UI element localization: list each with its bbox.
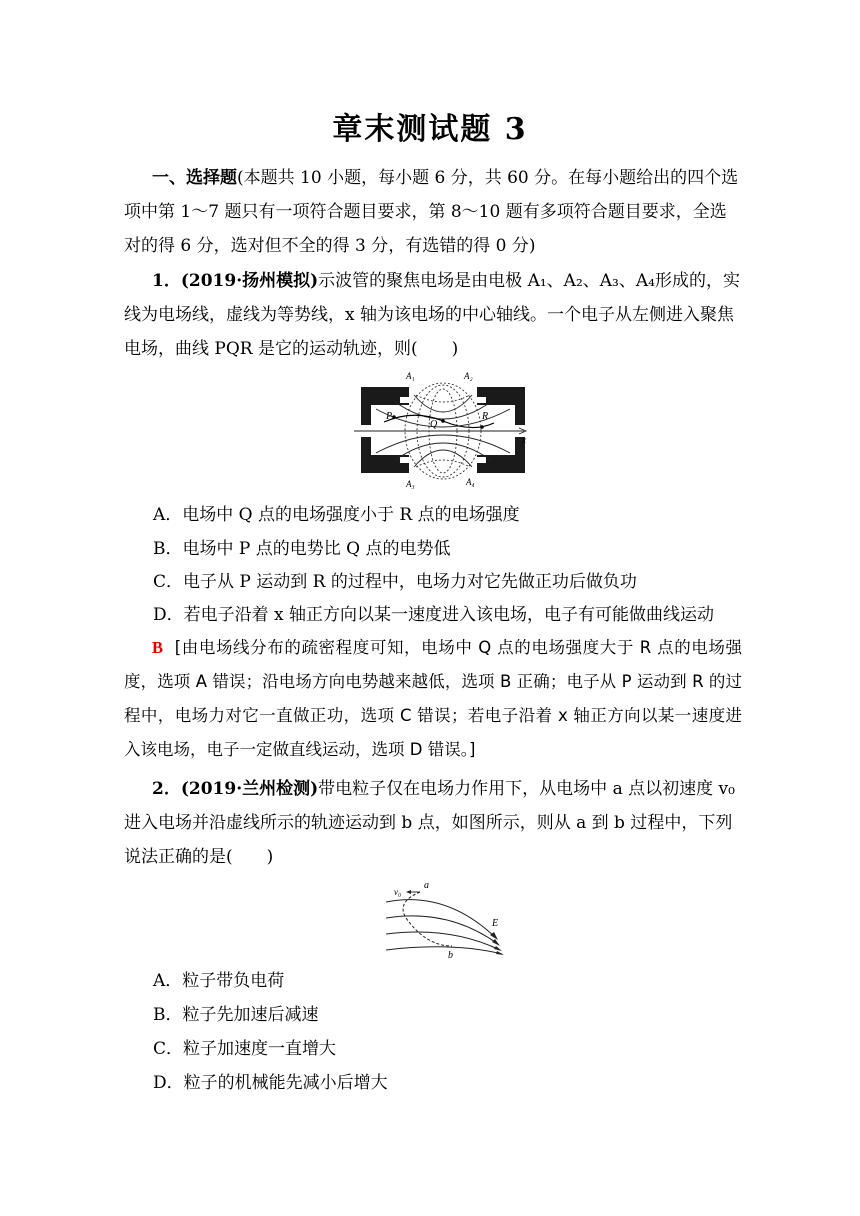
section-description: (本题共 10 小题，每小题 6 分，共 60 分。在每小题给出的四个选项中第 1～7 题只有一项符合题目要求，第 8～10 题有多项符合题目要求，全选对的得 6 分，选对但不全的得 3 分，有选错的得 0 分) bbox=[124, 168, 739, 256]
label-a4: A₄ bbox=[466, 477, 475, 487]
label-a: a bbox=[424, 880, 429, 891]
field-lines bbox=[386, 900, 502, 954]
question-2-stem: 带电粒子仅在电场力作用下，从电场中 a 点以初速度 v₀进入电场并沿虚线所示的轨迹运动到 b 点，如图所示，则从 a 到 b 过程中，下列说法正确的是( ) bbox=[124, 779, 735, 867]
question-1-stem: 示波管的聚焦电场是由电极 A₁、A₂、A₃、A₄形成的，实线为电场线，虚线为等势线，x 轴为该电场的中心轴线。一个电子从左侧进入聚焦电场，曲线 PQR 是它的运动轨迹，则( ) bbox=[124, 271, 740, 359]
label-b: b bbox=[448, 950, 453, 961]
label-x: x bbox=[522, 435, 526, 445]
focusing-field-figure bbox=[354, 367, 532, 491]
question-1-number: 1． bbox=[152, 271, 181, 291]
q2-option-c: C．粒子加速度一直增大 bbox=[153, 1039, 337, 1059]
q2-option-b: B．粒子先加速后减速 bbox=[153, 1005, 319, 1025]
q1-option-d: D．若电子沿着 x 轴正方向以某一速度进入该电场，电子有可能做曲线运动 bbox=[153, 605, 715, 625]
q1-answer-text: [由电场线分布的疏密程度可知，电场中 Q 点的电场强度大于 R 点的电场强度，选项 A 错误；沿电场方向电势越来越低，选项 B 正确；电子从 P 运动到 R 的过程中，电场力对它一直做正功，选项 C 错误；若电子沿着 x 轴正方向以某一速度进入该电场，电子一定做直线运动，选项 D 错误。] bbox=[124, 638, 742, 759]
label-p: P bbox=[386, 411, 393, 422]
section-heading: 一、选择题 bbox=[152, 168, 237, 188]
particle-trajectory-figure bbox=[386, 880, 512, 962]
question-1 bbox=[124, 264, 742, 366]
question-2 bbox=[124, 772, 742, 874]
q1-option-b: B．电场中 P 点的电势比 Q 点的电势低 bbox=[153, 539, 451, 559]
q1-answer-key: B bbox=[152, 638, 164, 657]
label-e: E bbox=[492, 918, 499, 929]
q1-option-a: A．电场中 Q 点的电场强度小于 R 点的电场强度 bbox=[153, 505, 520, 525]
label-a1: A₁ bbox=[406, 371, 415, 381]
label-a2: A₂ bbox=[464, 371, 473, 381]
q1-option-c: C．电子从 P 运动到 R 的过程中，电场力对它先做正功后做负功 bbox=[153, 572, 637, 592]
trajectory-pqr bbox=[384, 415, 494, 427]
question-1-source: (2019·扬州模拟) bbox=[180, 271, 319, 291]
label-v0: v₀ bbox=[394, 887, 402, 897]
question-2-source: (2019·兰州检测) bbox=[180, 779, 319, 799]
page-title: 章末测试题 3 bbox=[332, 112, 528, 147]
label-a3: A₃ bbox=[406, 479, 415, 489]
question-2-number: 2． bbox=[152, 779, 181, 799]
section-instructions bbox=[124, 161, 742, 263]
q2-option-d: D．粒子的机械能先减小后增大 bbox=[153, 1073, 388, 1093]
label-q: Q bbox=[430, 419, 438, 430]
q2-option-a: A．粒子带负电荷 bbox=[153, 971, 285, 991]
q1-answer-explanation bbox=[124, 631, 742, 767]
label-r: R bbox=[482, 411, 489, 422]
